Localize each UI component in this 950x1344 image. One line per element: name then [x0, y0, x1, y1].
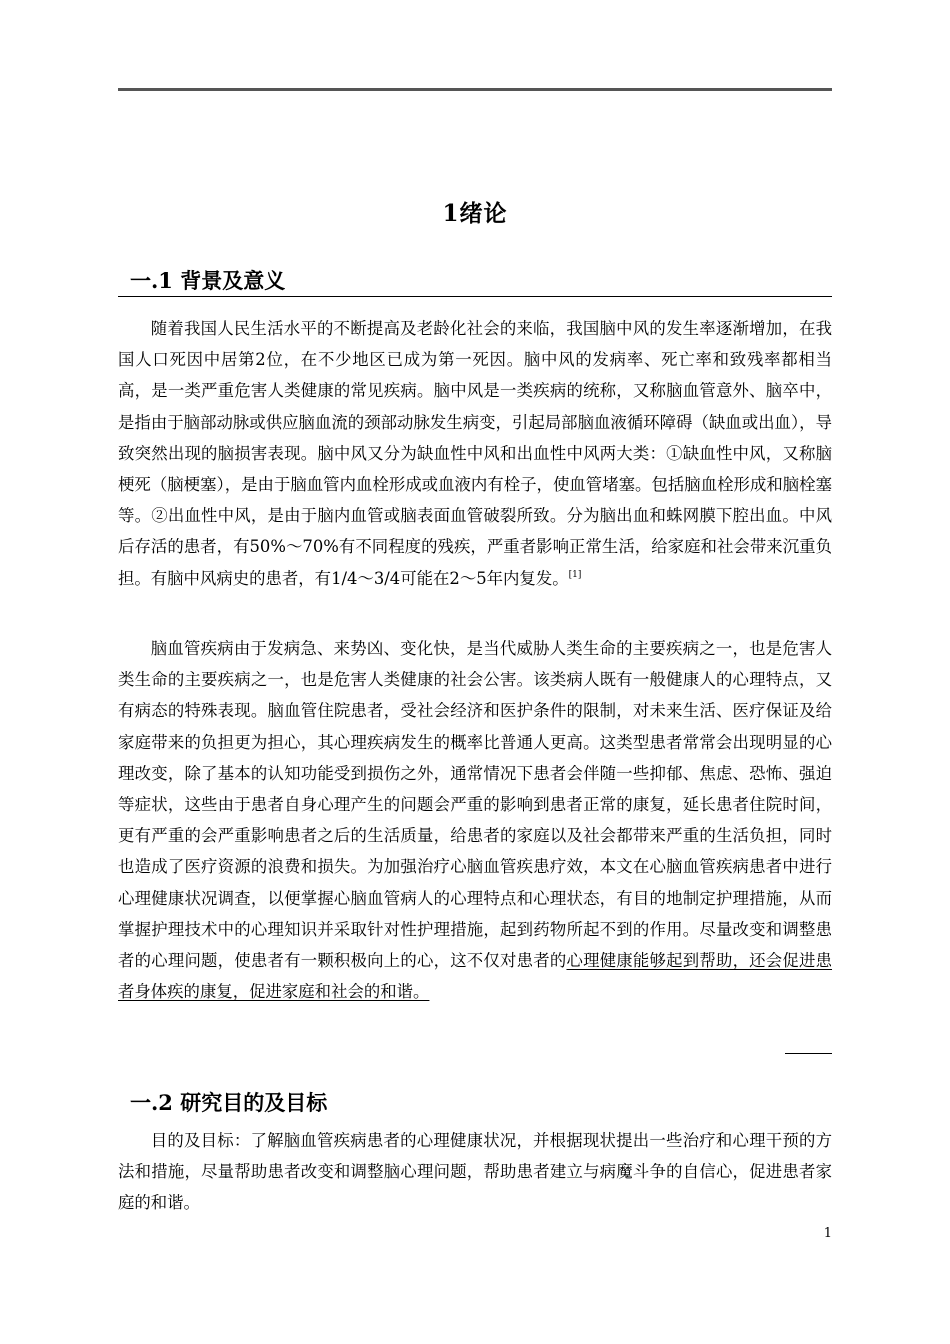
background-paragraph-1 — [118, 313, 832, 594]
header-rule — [118, 88, 832, 91]
background-paragraph-2-text: 脑血管疾病由于发病急、来势凶、变化快，是当代威胁人类生命的主要疾病之一，也是危害人类生命的主要疾病之一，也是危害人类健康的社会公害。该类病人既有一般健康人的心理特点，又有病态的特殊表现。脑血管住院患者，受社会经济和医护条件的限制，对未来生活、医疗保证及给家庭带来的负担更为担心，其心理疾病发生的概率比普通人更高。这类型患者常常会出现明显的心理改变，除了基本的认知功能受到损伤之外，通常情况下患者会伴随一些抑郁、焦虑、恐怖、强迫等症状，这些由于患者自身心理产生的问题会严重的影响到患者正常的康复，延长患者住院时间，更有严重的会严重影响患者之后的生活质量，给患者的家庭以及社会都带来严重的生活负担，同时也造成了医疗资源的浪费和损失。为加强治疗心脑血管疾患疗效，本文在心脑血管疾病患者中进行心理健康状况调查，以便掌握心脑血管病人的心理特点和心理状态，有目的地制定护理措施，从而掌握护理技术中的心理知识并采取针对性护理措施，起到药物所起不到的作用。尽量改变和调整患者的心理问题，使患者有一颗积极向上的心，这不仅对患者的 — [118, 639, 832, 971]
page-number: 1 — [823, 1226, 832, 1241]
section-end-rule — [785, 1053, 832, 1054]
objectives-paragraph: 目的及目标：了解脑血管疾病患者的心理健康状况，并根据现状提出一些治疗和心理干预的方法和措施，尽量帮助患者改变和调整脑心理问题，帮助患者建立与病魔斗争的自信心，促进患者家庭的和谐。 — [118, 1131, 832, 1213]
background-paragraph-2 — [118, 633, 832, 1007]
background-paragraph-2-last-line: 心理健康能够起到帮助，还会促进患者身体疾的康复，促进家庭和社会的和谐。 — [118, 951, 833, 1002]
chapter-title: 1绪论 — [442, 200, 508, 227]
section-heading-background: 一.1 背景及意义 — [118, 266, 832, 297]
citation-ref-1[interactable]: [1] — [568, 569, 582, 580]
background-paragraph-1-text: 随着我国人民生活水平的不断提高及老龄化社会的来临，我国脑中风的发生率逐渐增加，在我国人口死因中居第2位，在不少地区已成为第一死因。脑中风的发病率、死亡率和致残率都相当高，是一类严重危害人类健康的常见疾病。脑中风是一类疾病的统称，又称脑血管意外、脑卒中，是指由于脑部动脉或供应脑血流的颈部动脉发生病变，引起局部脑血液循环障碍（缺血或出血），导致突然出现的脑损害表现。脑中风又分为缺血性中风和出血性中风两大类：①缺血性中风，又称脑梗死（脑梗塞），是由于脑血管内血栓形成或血液内有栓子，使血管堵塞。包括脑血栓形成和脑栓塞等。②出血性中风，是由于脑内血管或脑表面血管破裂所致。分为脑出血和蛛网膜下腔出血。中风后存活的患者，有50%～70%有不同程度的残疾，严重者影响正常生活，给家庭和社会带来沉重负担。有脑中风病史的患者，有1/4～3/4可能在2～5年内复发。 — [118, 319, 832, 588]
section-heading-objectives: 一.2 研究目的及目标 — [130, 1090, 328, 1115]
